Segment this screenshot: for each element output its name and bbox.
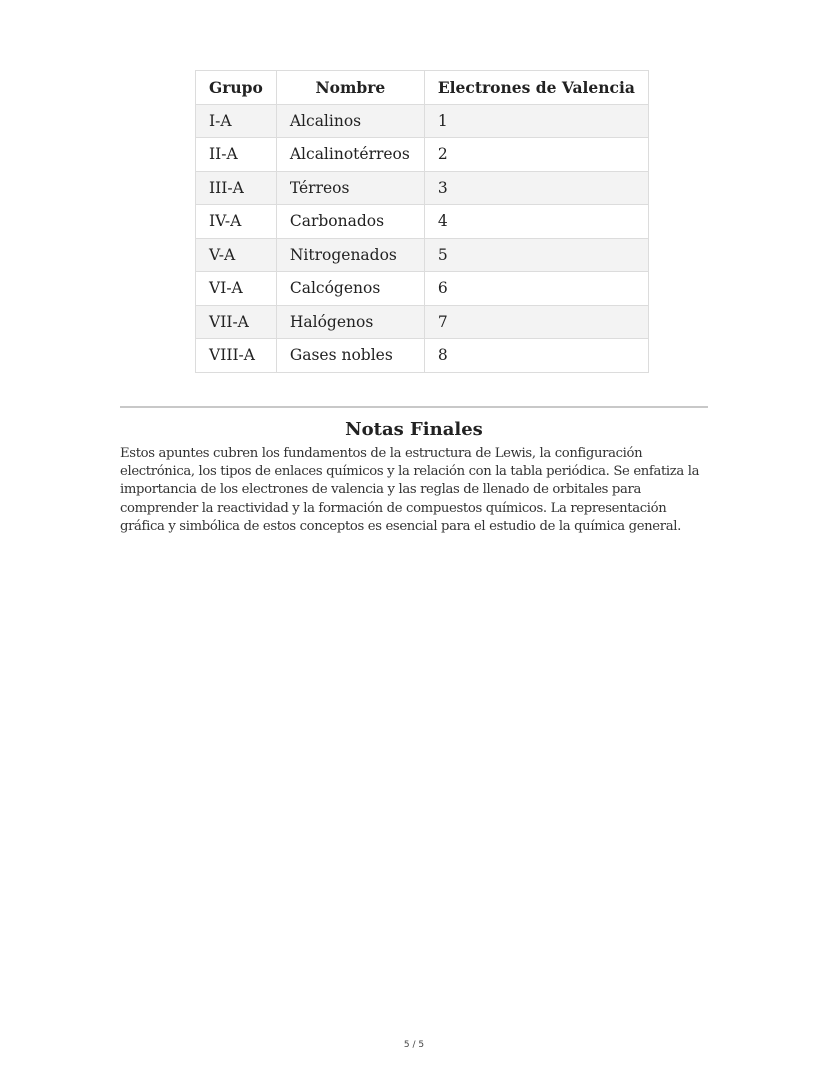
- cell-nombre: Alcalinotérreos: [276, 138, 424, 172]
- cell-nombre: Calcógenos: [276, 272, 424, 306]
- header-electrones: Electrones de Valencia: [424, 71, 648, 105]
- notes-line: Estos apuntes cubren los fundamentos de la estructura de Lewis, la configuración: [120, 446, 643, 461]
- cell-grupo: III-A: [196, 171, 277, 205]
- cell-nombre: Carbonados: [276, 205, 424, 239]
- table-row: [196, 104, 649, 138]
- cell-electrones: 1: [424, 104, 648, 138]
- cell-nombre: Alcalinos: [276, 104, 424, 138]
- cell-electrones: 6: [424, 272, 648, 306]
- header-grupo: Grupo: [196, 71, 277, 105]
- cell-nombre: Térreos: [276, 171, 424, 205]
- cell-electrones: 2: [424, 138, 648, 172]
- notes-title: Notas Finales: [345, 419, 483, 440]
- cell-electrones: 7: [424, 305, 648, 339]
- table-row: [196, 205, 649, 239]
- notes-line: importancia de los electrones de valencia y las reglas de llenado de orbitales para: [120, 482, 641, 498]
- cell-electrones: 3: [424, 171, 648, 205]
- table-row: [196, 272, 649, 306]
- cell-electrones: 4: [424, 205, 648, 239]
- header-nombre: Nombre: [276, 71, 424, 105]
- cell-nombre: Halógenos: [276, 305, 424, 339]
- table-row: [196, 171, 649, 205]
- table-row: [196, 238, 649, 272]
- cell-grupo: V-A: [196, 238, 277, 272]
- table-row: [196, 339, 649, 373]
- cell-grupo: VII-A: [196, 305, 277, 339]
- cell-electrones: 5: [424, 238, 648, 272]
- notes-line: electrónica, los tipos de enlaces químicos y la relación con la tabla periódica. Se enfatiza la: [120, 464, 700, 480]
- valence-electrons-table: [195, 70, 649, 373]
- cell-electrones: 8: [424, 339, 648, 373]
- notes-line: comprender la reactividad y la formación de compuestos químicos. La representación: [120, 500, 667, 516]
- cell-grupo: IV-A: [196, 205, 277, 239]
- cell-nombre: Gases nobles: [276, 339, 424, 373]
- cell-nombre: Nitrogenados: [276, 238, 424, 272]
- table-row: [196, 138, 649, 172]
- cell-grupo: VIII-A: [196, 339, 277, 373]
- section-divider: [120, 406, 708, 408]
- page-number: 5 / 5: [403, 1040, 425, 1050]
- table-header-row: [196, 71, 649, 105]
- notes-paragraph: [120, 445, 720, 536]
- table-row: [196, 305, 649, 339]
- cell-grupo: VI-A: [196, 272, 277, 306]
- cell-grupo: I-A: [196, 104, 277, 138]
- notes-line: gráfica y simbólica de estos conceptos es esencial para el estudio de la química general.: [120, 518, 681, 534]
- cell-grupo: II-A: [196, 138, 277, 172]
